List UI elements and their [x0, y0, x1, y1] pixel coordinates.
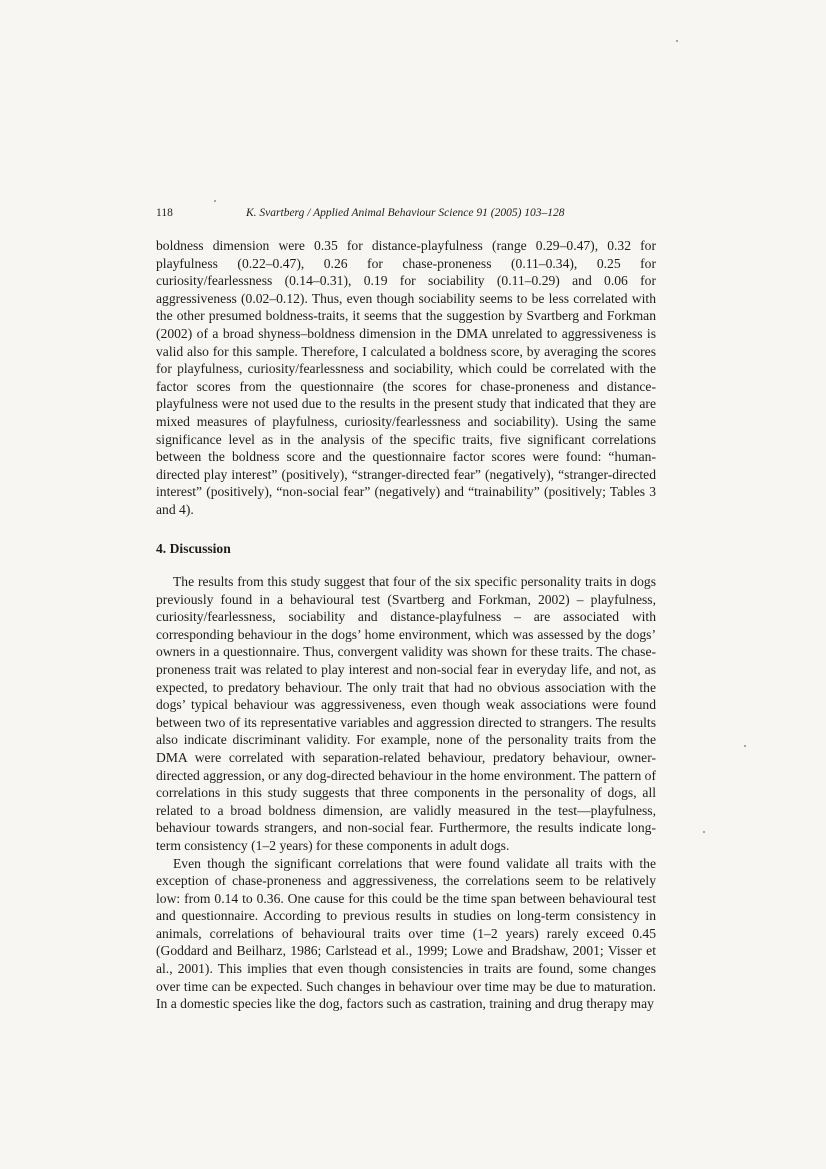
journal-citation: K. Svartberg / Applied Animal Behaviour Science 91 (2005) 103–128	[246, 207, 565, 219]
paragraph: The results from this study suggest that four of the six specific personality traits in dogs previously found in a behavioural test (Svartberg and Forkman, 2002) – playfulness, curiosity/fearlessness, sociability and distance-playfulness – are associated with corresponding behaviour in the dogs’ home environment, which was assessed by the dogs’ owners in a questionnaire. Thus, convergent validity was shown for these traits. The chase-proneness trait was related to play interest and non-social fear in everyday life, and not, as expected, to predatory behaviour. The only trait that had no obvious association with the dogs’ typical behaviour was aggressiveness, even though weak associations were found between two of its representative variables and aggression directed to strangers. The results also indicate discriminant validity. For example, none of the personality traits from the DMA were correlated with separation-related behaviour, predatory behaviour, owner-directed aggression, or any dog-directed behaviour in the home environment. The pattern of correlations in this study suggests that three components in the personality of dogs, all related to a broad boldness dimension, are validly measured in the test—playfulness, behaviour towards strangers, and non-social fear. Furthermore, the results indicate long-term consistency (1–2 years) for these components in adult dogs.	[156, 574, 656, 853]
running-head	[156, 205, 656, 221]
body-text-continued	[156, 237, 656, 519]
section-heading: 4. Discussion	[156, 541, 231, 556]
scan-speck	[676, 40, 678, 42]
discussion-text	[156, 573, 656, 1013]
page-number: 118	[156, 207, 173, 219]
paragraph: Even though the significant correlations that were found validate all traits with the exception of chase-proneness and aggressiveness, the correlations seem to be relatively low: from 0.14 to 0.36. One cause for this could be the time span between behavioural test and questionnaire. According to previous results in studies on long-term consistency in animals, correlations of behavioural traits over time (1–2 years) rarely exceed 0.45 (Goddard and Beilharz, 1986; Carlstead et al., 1999; Lowe and Bradshaw, 2001; Visser et al., 2001). This implies that even though consistencies in traits are found, some changes over time can be expected. Such changes in behaviour over time may be due to maturation. In a domestic species like the dog, factors such as castration, training and drug therapy may	[156, 855, 656, 1012]
scan-speck	[744, 745, 746, 747]
paragraph: boldness dimension were 0.35 for distance-playfulness (range 0.29–0.47), 0.32 for playfulness (0.22–0.47), 0.26 for chase-proneness (0.11–0.34), 0.25 for curiosity/fearlessness (0.14–0.31), 0.19 for sociability (0.11–0.29) and 0.06 for aggressiveness (0.02–0.12). Thus, even though sociability seems to be less correlated with the other presumed boldness-traits, it seems that the suggestion by Svartberg and Forkman (2002) of a broad shyness–boldness dimension in the DMA unrelated to aggressiveness is valid also for this sample. Therefore, I calculated a boldness score, by averaging the scores for playfulness, curiosity/fearlessness and sociability, which could be correlated with the factor scores from the questionnaire (the scores for chase-proneness and distance-playfulness were not used due to the results in the present study that indicated that they are mixed measures of playfulness, curiosity/fearlessness and sociability). Using the same significance level as in the analysis of the specific traits, five significant correlations between the boldness score and the questionnaire factor scores were found: “human-directed play interest” (positively), “stranger-directed fear” (negatively), “stranger-directed interest” (positively), “non-social fear” (negatively) and “trainability” (positively; Tables 3 and 4).	[156, 238, 656, 517]
scan-speck	[703, 831, 705, 833]
scan-speck	[214, 200, 216, 202]
